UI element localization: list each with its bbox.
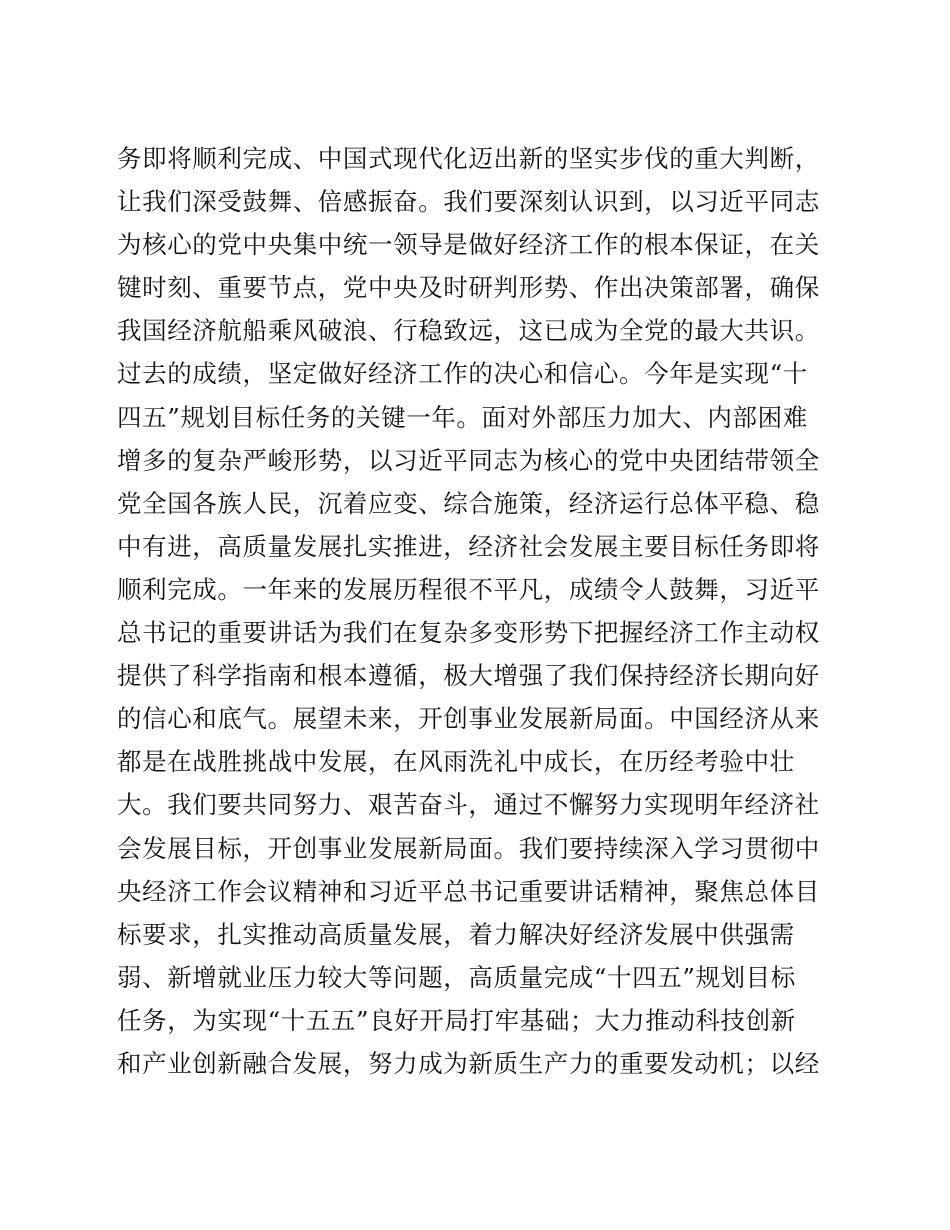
text-line: 过去的成绩，坚定做好经济工作的决心和信心。今年是实现“十 (117, 359, 808, 389)
text-line: 和产业创新融合发展，努力成为新质生产力的重要发动机；以经 (117, 1048, 820, 1078)
text-line: 中有进，高质量发展扎实推进，经济社会发展主要目标任务即将 (117, 531, 820, 561)
text-line: 党全国各族人民，沉着应变、综合施策，经济运行总体平稳、稳 (117, 488, 820, 518)
text-line: 务即将顺利完成、中国式现代化迈出新的坚实步伐的重大判断， (117, 144, 820, 173)
text-line: 为核心的党中央集中统一领导是做好经济工作的根本保证，在关 (117, 230, 820, 260)
text-line: 会发展目标，开创事业发展新局面。我们要持续深入学习贯彻中 (117, 833, 820, 863)
text-line: 总书记的重要讲话为我们在复杂多变形势下把握经济工作主动权 (117, 618, 820, 648)
text-line: 央经济工作会议精神和习近平总书记重要讲话精神，聚焦总体目 (117, 876, 820, 906)
text-line: 任务，为实现“十五五”良好开局打牢基础；大力推动科技创新 (117, 1005, 796, 1035)
text-line: 都是在战胜挑战中发展，在风雨洗礼中成长，在历经考验中壮 (117, 747, 795, 777)
text-line: 的信心和底气。展望未来，开创事业发展新局面。中国经济从来 (117, 704, 820, 734)
text-line: 标要求，扎实推动高质量发展，着力解决好经济发展中供强需 (117, 919, 795, 949)
text-line: 让我们深受鼓舞、倍感振奋。我们要深刻认识到，以习近平同志 (117, 187, 820, 217)
text-line: 增多的复杂严峻形势，以习近平同志为核心的党中央团结带领全 (117, 445, 820, 475)
text-line: 顺利完成。一年来的发展历程很不平凡，成绩令人鼓舞，习近平 (117, 574, 820, 604)
text-line: 大。我们要共同努力、艰苦奋斗，通过不懈努力实现明年经济社 (117, 790, 820, 820)
text-line: 提供了科学指南和根本遵循，极大增强了我们保持经济长期向好 (117, 661, 820, 691)
text-line: 弱、新增就业压力较大等问题，高质量完成“十四五”规划目标 (117, 962, 796, 992)
text-line: 键时刻、重要节点，党中央及时研判形势、作出决策部署，确保 (117, 273, 820, 303)
body-text (117, 137, 820, 1085)
text-line: 我国经济航船乘风破浪、行稳致远，这已成为全党的最大共识。 (117, 316, 820, 346)
text-line: 四五”规划目标任务的关键一年。面对外部压力加大、内部困难 (117, 402, 808, 432)
